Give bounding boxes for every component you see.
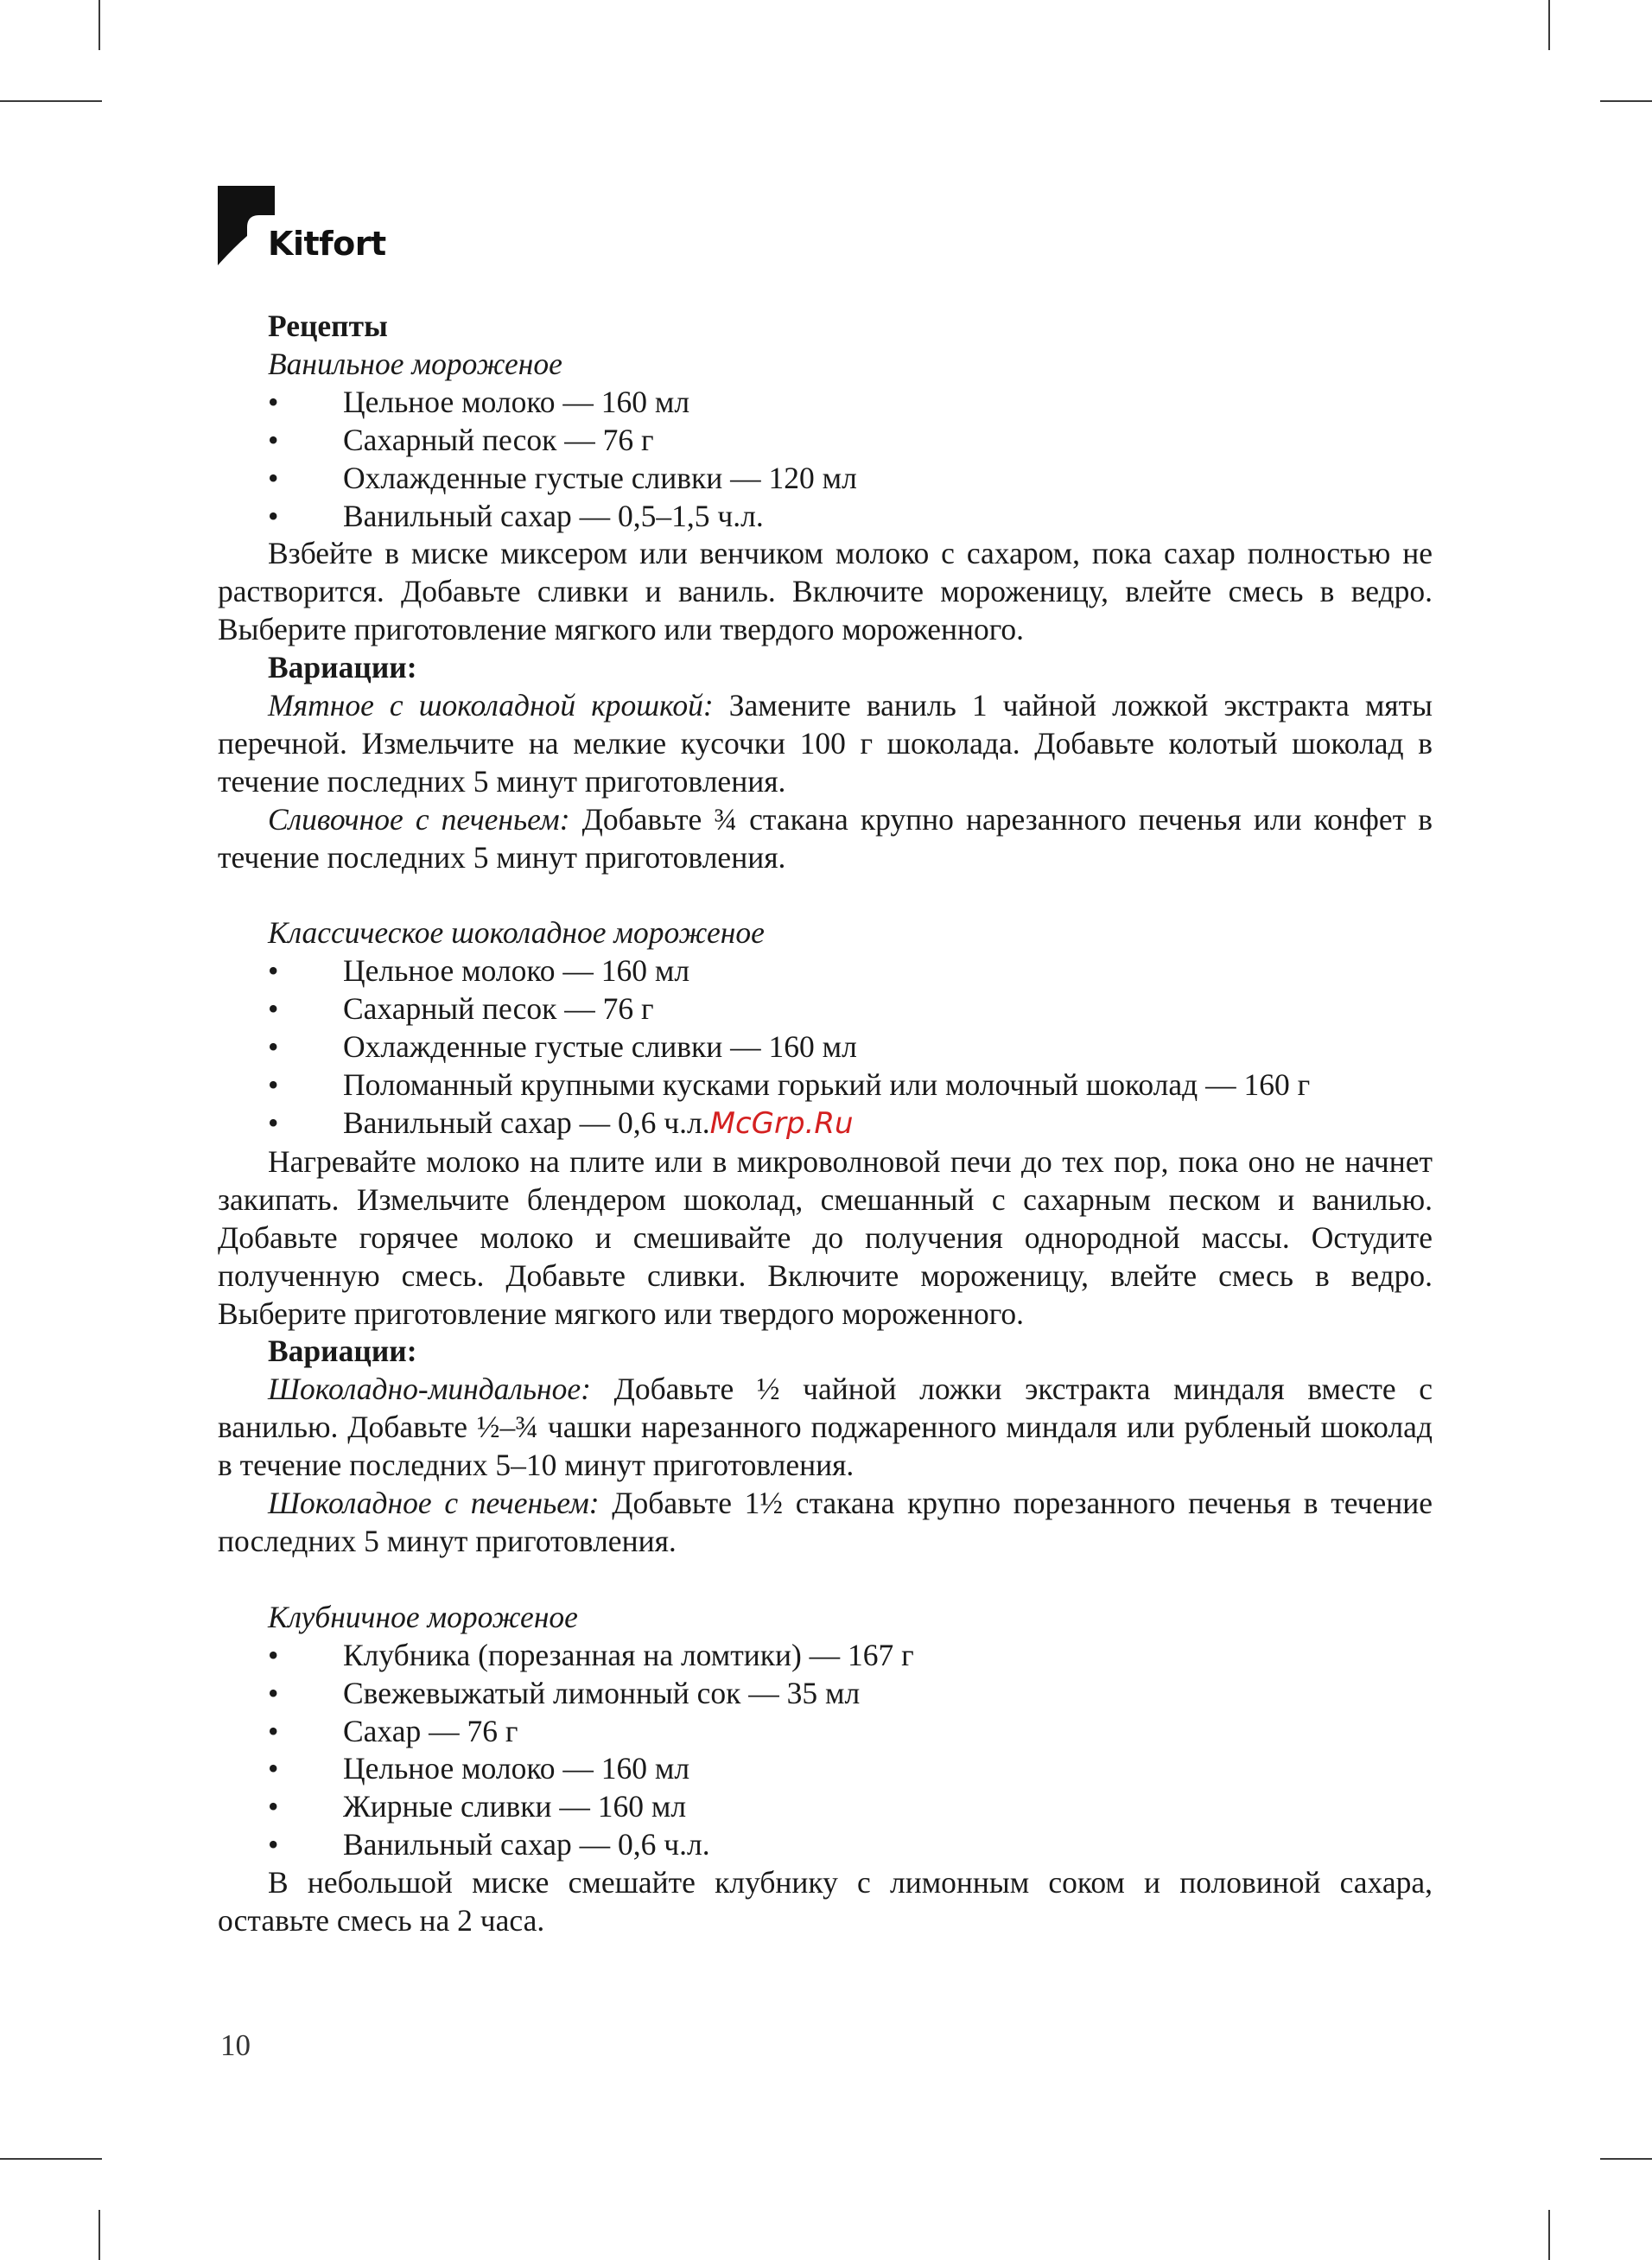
bullet-icon: • <box>268 1789 279 1824</box>
variations-heading: Вариации: <box>268 1334 417 1369</box>
bullet-icon: • <box>268 460 279 495</box>
list-item: • Ванильный сахар — 0,6 ч.л.McGrp.Ru <box>268 1105 854 1142</box>
bullet-icon: • <box>268 1675 279 1710</box>
document-body <box>218 308 1433 1940</box>
bullet-icon: • <box>268 498 279 533</box>
bullet-icon: • <box>268 1827 279 1862</box>
brand-name: Kitfort <box>268 225 386 263</box>
bullet-icon: • <box>268 1751 279 1786</box>
crop-mark <box>1600 100 1652 102</box>
list-item: • Охлажденные густые сливки — 160 мл <box>218 1028 1433 1066</box>
list-item: • Клубника (порезанная на ломтики) — 167 г <box>218 1637 1433 1675</box>
variation-text: Добавьте 1½ стакана крупно порезанного печенья в течение последних 5 минут приготовления. <box>218 1486 1433 1558</box>
variation-text: Добавьте ½ чайной ложки экстракта миндаля вместе с ванилью. Добавьте ½–¾ чашки нарезанного поджаренного миндаля или рубленый шоколад в течение последних 5–10 минут приготовления. <box>218 1372 1433 1483</box>
variation-paragraph <box>218 801 1433 877</box>
list-item: • Сахар — 76 г <box>218 1713 1433 1751</box>
brand-logo <box>216 186 389 272</box>
crop-mark <box>98 0 100 50</box>
bullet-icon: • <box>268 1713 279 1748</box>
list-item: • Жирные сливки — 160 мл <box>218 1788 1433 1826</box>
recipe-method: В небольшой миске смешайте клубнику с лимонным соком и половиной сахара, оставьте смесь на 2 часа. <box>218 1865 1433 1939</box>
variation-text: Замените ваниль 1 чайной ложкой экстракта мяты перечной. Измельчите на мелкие кусочки 100 г шоколада. Добавьте колотый шоколад в течение последних 5 минут приготовления. <box>218 688 1433 799</box>
crop-mark <box>1548 2210 1550 2260</box>
recipe-title: Ванильное мороженое <box>268 346 562 381</box>
bullet-icon: • <box>268 953 279 989</box>
list-item: • Цельное молоко — 160 мл <box>218 952 1433 990</box>
list-item: • Сахарный песок — 76 г <box>218 990 1433 1028</box>
variation-name: Сливочное с печеньем: <box>268 801 570 837</box>
ingredient-list <box>218 952 1433 1143</box>
list-item: • Охлажденные густые сливки — 120 мл <box>218 460 1433 498</box>
crop-mark <box>1548 0 1550 50</box>
variation-text: Добавьте ¾ стакана крупно нарезанного печенья или конфет в течение последних 5 минут приготовления. <box>218 801 1433 875</box>
variation-paragraph <box>218 687 1433 801</box>
bullet-icon: • <box>268 1105 279 1141</box>
crop-mark <box>1600 2158 1652 2160</box>
crop-mark <box>98 2210 100 2260</box>
bullet-icon: • <box>268 1637 279 1672</box>
variation-paragraph <box>218 1485 1433 1561</box>
recipe-title: Клубничное мороженое <box>268 1599 578 1634</box>
bullet-icon: • <box>268 991 279 1027</box>
bullet-icon: • <box>268 1029 279 1065</box>
page-number: 10 <box>220 2028 251 2062</box>
spacer <box>218 877 1433 915</box>
crop-mark <box>0 100 102 102</box>
list-item: • Ванильный сахар — 0,5–1,5 ч.л. <box>218 498 1433 536</box>
list-item: • Свежевыжатый лимонный сок — 35 мл <box>218 1675 1433 1713</box>
watermark: McGrp.Ru <box>709 1106 854 1142</box>
recipe-method: Взбейте в миске миксером или венчиком молоко с сахаром, пока сахар полностью не растворится. Добавьте сливки и ваниль. Включите мороженицу, влейте смесь в ведро. Выберите приготовление мягкого или твердого мороженного. <box>218 536 1433 647</box>
list-item: • Сахарный песок — 76 г <box>218 422 1433 460</box>
variation-name: Шоколадное с печеньем: <box>268 1486 600 1521</box>
ingredient-list <box>218 1637 1433 1864</box>
ingredient-list <box>218 384 1433 536</box>
recipe-title: Классическое шоколадное мороженое <box>268 915 765 951</box>
section-heading: Рецепты <box>268 309 388 343</box>
bullet-icon: • <box>268 422 279 457</box>
crop-mark <box>0 2158 102 2160</box>
list-item: • Цельное молоко — 160 мл <box>218 384 1433 422</box>
bullet-icon: • <box>268 384 279 419</box>
spacer <box>218 1561 1433 1599</box>
recipe-method: Нагревайте молоко на плите или в микроволновой печи до тех пор, пока оно не начнет закипать. Измельчите блендером шоколад, смешанный с сахарным песком и ванилью. Добавьте горячее молоко и смешивайте до получения однородной массы. Остудите полученную смесь. Добавьте сливки. Включите мороженицу, влейте смесь в ведро. Выберите приготовление мягкого или твердого мороженного. <box>218 1143 1433 1331</box>
bullet-icon: • <box>268 1067 279 1103</box>
list-item: • Ванильный сахар — 0,6 ч.л. <box>218 1826 1433 1864</box>
variation-paragraph <box>218 1371 1433 1485</box>
variations-heading: Вариации: <box>268 650 417 685</box>
list-item: • Поломанный крупными кусками горький или молочный шоколад — 160 г <box>218 1066 1433 1105</box>
variation-name: Мятное с шоколадной крошкой: <box>268 688 714 723</box>
list-item: • Цельное молоко — 160 мл <box>218 1750 1433 1788</box>
variation-name: Шоколадно-миндальное: <box>268 1372 591 1407</box>
